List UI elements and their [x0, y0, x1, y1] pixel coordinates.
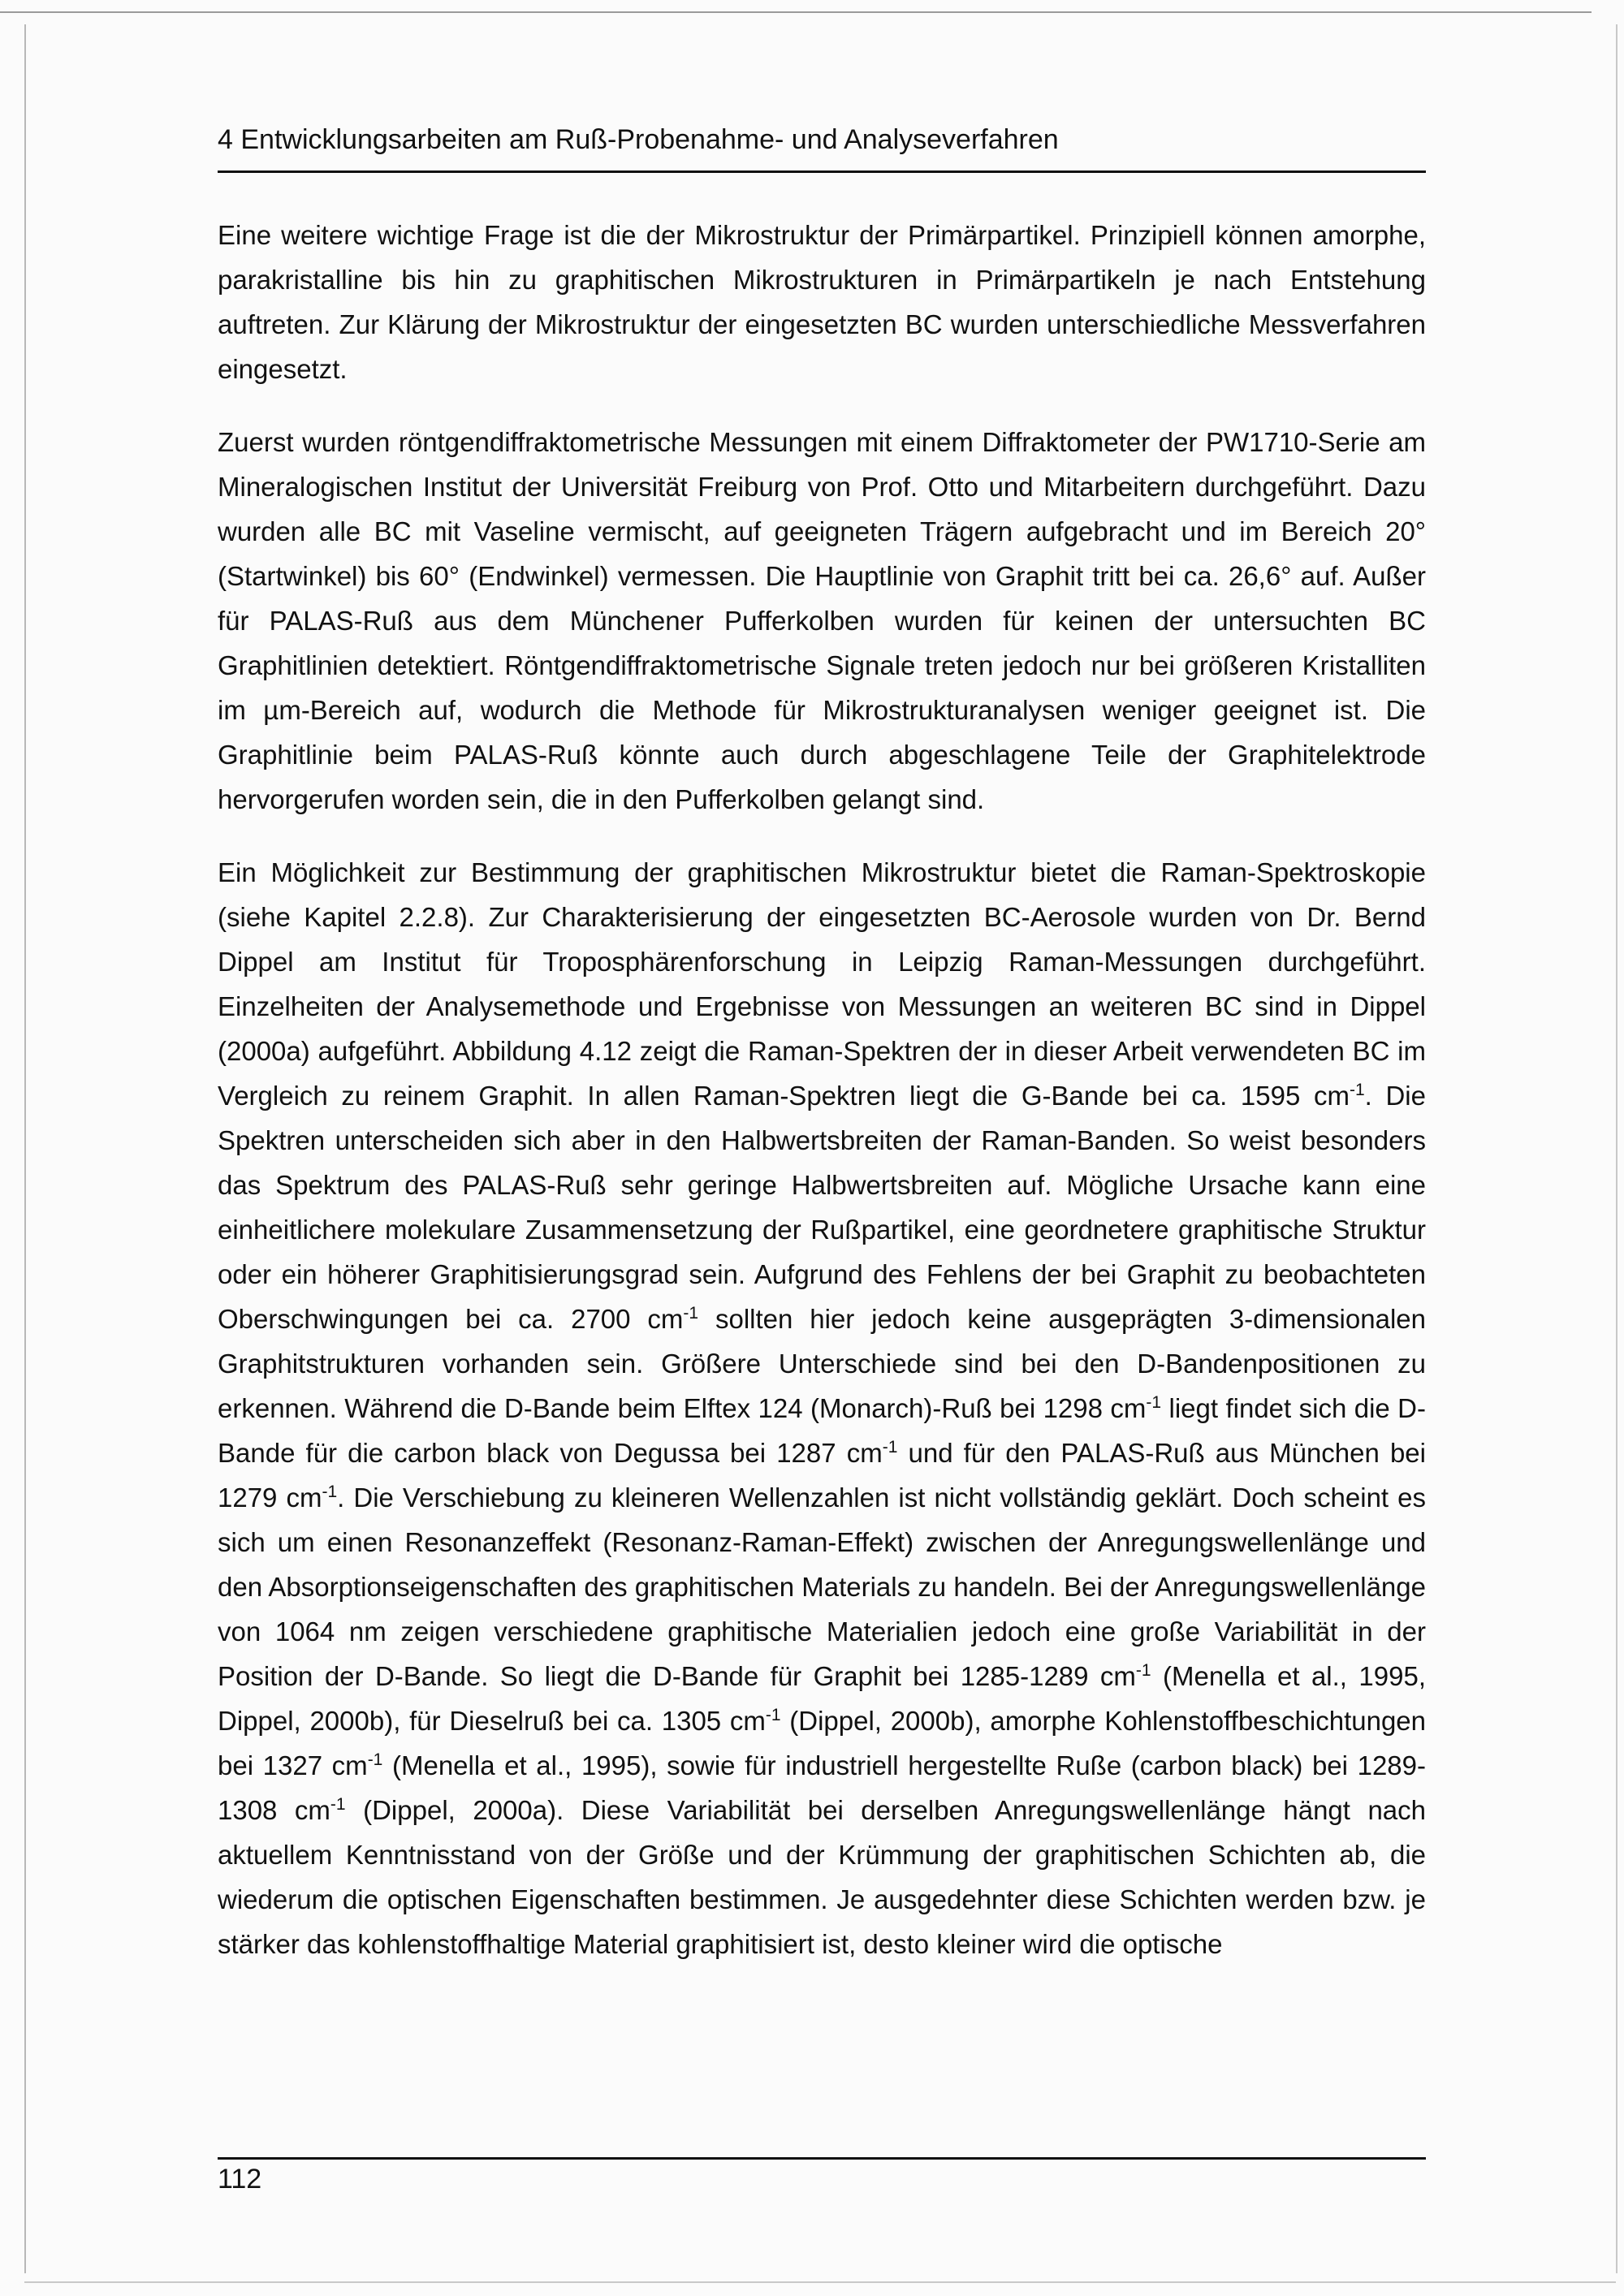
raman-text-segment: liegt findet sich die D-Bande für die carbon black von Degussa bei 1287 cm [218, 1393, 1426, 1468]
running-header: 4 Entwicklungsarbeiten am Ruß-Probenahme- und Analyseverfahren [218, 124, 1059, 155]
raman-text-segment: . Die Spektren unterscheiden sich aber in den Halbwertsbreiten der Raman-Banden. So weist besonders das Spektrum des PALAS-Ruß sehr geringe Halbwertsbreiten auf. Mögliche Ursache kann eine einheitlichere molekulare Zusammensetzung der Rußpartikel, eine geordnetere graphitische Struktur oder ein höherer Graphitisierungsgrad sein. Aufgrund des Fehlens der bei Graphit zu beobachteten Oberschwingungen bei ca. 2700 cm [218, 1081, 1426, 1334]
scan-border-right [1616, 24, 1618, 2273]
exponent: -1 [882, 1438, 898, 1457]
paragraph-microstructure: Eine weitere wichtige Frage ist die der Mikrostruktur der Primärpartikel. Prinzipiell können amorphe, parakristalline bis hin zu graphitischen Mikrostrukturen in Primärpartikeln je nach Entstehung auftreten. Zur Klärung der Mikrostruktur der eingesetzten BC wurden unterschiedliche Messverfahren eingesetzt. [218, 220, 1426, 384]
exponent: -1 [1349, 1081, 1365, 1099]
raman-text-segment: . Die Verschiebung zu kleineren Wellenzahlen ist nicht vollständig geklärt. Doch scheint es sich um einen Resonanzeffekt (Resonanz-Raman-Effekt) zwischen der Anregungswellenlänge und den Absorptionseigenschaften des graphitischen Materials zu handeln. Bei der Anregungswellenlänge von 1064 nm zeigen verschiedene graphitische Materialien jedoch eine große Variabilität in der Position der D-Bande. So liegt die D-Bande für Graphit bei 1285-1289 cm [218, 1482, 1426, 1691]
scan-border-left [24, 24, 26, 2273]
raman-text-segment: und für den PALAS-Ruß aus München bei 1279 cm [218, 1438, 1426, 1513]
exponent: -1 [367, 1750, 383, 1769]
body-text [218, 213, 1426, 1995]
paragraph-raman-spectroscopy [218, 850, 1426, 1966]
header-rule [218, 170, 1426, 173]
raman-text-segment: sollten hier jedoch keine ausgeprägten 3-dimensionalen Graphitstrukturen vorhanden sein. Größere Unterschiede sind bei den D-Bandenpositionen zu erkennen. Während die D-Bande beim Elftex 124 (Monarch)-Ruß bei 1298 cm [218, 1304, 1426, 1423]
scan-border-bottom [24, 2281, 1616, 2283]
raman-text-segment: (Menella et al., 1995, Dippel, 2000b), für Dieselruß bei ca. 1305 cm [218, 1661, 1426, 1736]
exponent: -1 [1135, 1661, 1151, 1680]
raman-text-segment: Ein Möglichkeit zur Bestimmung der graphitischen Mikrostruktur bietet die Raman-Spektroskopie (siehe Kapitel 2.2.8). Zur Charakterisierung der eingesetzten BC-Aerosole wurden von Dr. Bernd Dippel am Institut für Troposphärenforschung in Leipzig Raman-Messungen durchgeführt. Einzelheiten der Analysemethode und Ergebnisse von Messungen an weiteren BC sind in Dippel (2000a) aufgeführt. Abbildung 4.12 zeigt die Raman-Spektren der in dieser Arbeit verwendeten BC im Vergleich zu reinem Graphit. In allen Raman-Spektren liegt die G-Bande bei ca. 1595 cm [218, 857, 1426, 1111]
scan-border-top [0, 11, 1592, 13]
exponent: -1 [683, 1304, 699, 1323]
exponent: -1 [330, 1795, 346, 1814]
raman-text-segment: (Dippel, 2000b), amorphe Kohlenstoffbeschichtungen bei 1327 cm [218, 1706, 1426, 1780]
exponent: -1 [322, 1482, 338, 1501]
page-number: 112 [218, 2164, 262, 2195]
paragraph-xray-diffraction: Zuerst wurden röntgendiffraktometrische Messungen mit einem Diffraktometer der PW1710-Serie am Mineralogischen Institut der Universität Freiburg von Prof. Otto und Mitarbeitern durchgeführt. Dazu wurden alle BC mit Vaseline vermischt, auf geeigneten Trägern aufgebracht und im Bereich 20° (Startwinkel) bis 60° (Endwinkel) vermessen. Die Hauptlinie von Graphit tritt bei ca. 26,6° auf. Außer für PALAS-Ruß aus dem Münchener Pufferkolben wurden für keinen der untersuchten BC Graphitlinien detektiert. Röntgendiffraktometrische Signale treten jedoch nur bei größeren Kristalliten im µm-Bereich auf, wodurch die Methode für Mikrostrukturanalysen weniger geeignet ist. Die Graphitlinie beim PALAS-Ruß könnte auch durch abgeschlagene Teile der Graphitelektrode hervorgerufen worden sein, die in den Pufferkolben gelangt sind. [218, 427, 1426, 814]
raman-text-segment: (Menella et al., 1995), sowie für industriell hergestellte Ruße (carbon black) bei 1289-1308 cm [218, 1750, 1427, 1825]
footer-rule [218, 2157, 1426, 2160]
exponent: -1 [765, 1706, 781, 1724]
raman-text-segment: (Dippel, 2000a). Diese Variabilität bei derselben Anregungswellenlänge hängt nach aktuellem Kenntnisstand von der Größe und der Krümmung der graphitischen Schichten ab, die wiederum die optischen Eigenschaften bestimmen. Je ausgedehnter diese Schichten werden bzw. je stärker das kohlenstoffhaltige Material graphitisiert ist, desto kleiner wird die optische [218, 1795, 1427, 1959]
exponent: -1 [1146, 1393, 1162, 1412]
